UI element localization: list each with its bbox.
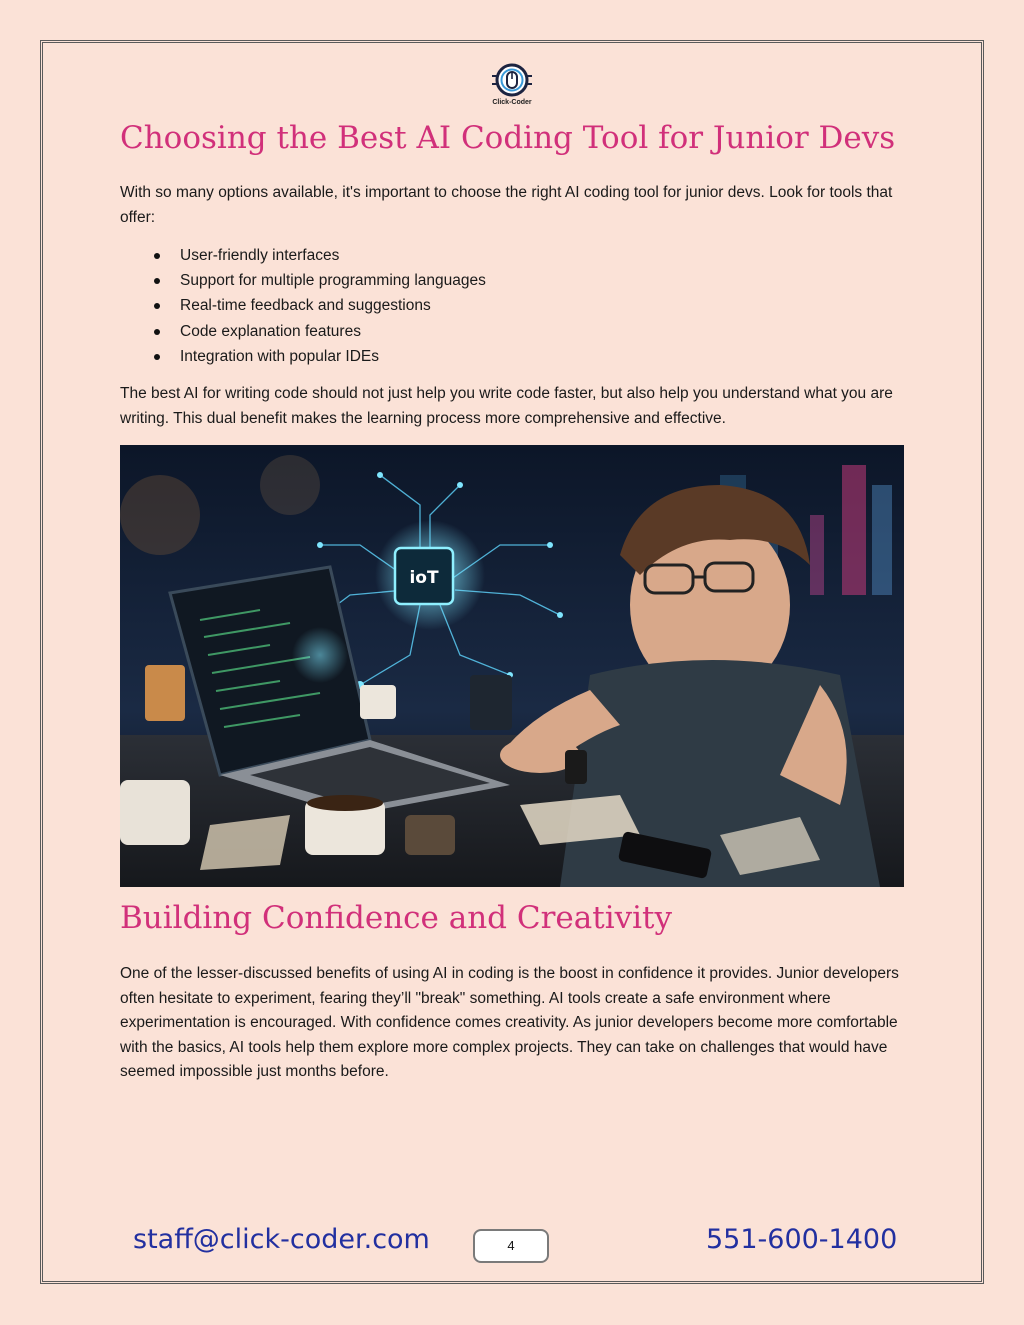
intro-paragraph: With so many options available, it's important to choose the right AI coding tool for junior devs. Look for tools that offer: <box>120 184 893 226</box>
footer-email-link[interactable]: staff@click-coder.com <box>133 1224 430 1255</box>
mouse-circuit-icon <box>492 62 532 98</box>
iot-chip-label: ioT <box>409 568 439 588</box>
feature-list-item: Integration with popular IDEs <box>120 344 486 369</box>
section-heading-choosing-tool: Choosing the Best AI Coding Tool for Junior Devs <box>120 120 896 156</box>
confidence-paragraph: One of the lesser-discussed benefits of using AI in coding is the boost in confidence it provides. Junior developers often hesitate to experiment, fearing they’ll "break" something. AI tools create a safe environment where experimentation is encouraged. With confidence comes creativity. As junior developers become more comfortable with the basics, AI tools help them explore more complex projects. They can take on challenges that would have seemed impossible just months before. <box>120 965 899 1080</box>
page-number: 4 <box>473 1229 549 1263</box>
best-ai-paragraph: The best AI for writing code should not just help you write code faster, but also help you understand what you are writing. This dual benefit makes the learning process more comprehensive and effective. <box>120 385 893 427</box>
section-heading-confidence: Building Confidence and Creativity <box>120 900 673 936</box>
feature-list-item: Code explanation features <box>120 319 486 344</box>
logo-text: Click-Coder <box>492 99 532 106</box>
feature-list-item: Support for multiple programming languages <box>120 268 486 293</box>
footer-phone-number[interactable]: 551-600-1400 <box>706 1224 898 1255</box>
logo[interactable] <box>486 62 538 112</box>
feature-list-item: Real-time feedback and suggestions <box>120 293 486 318</box>
feature-list-item: User-friendly interfaces <box>120 243 486 268</box>
feature-list <box>120 243 486 369</box>
hero-image-developer-coding <box>120 445 904 887</box>
